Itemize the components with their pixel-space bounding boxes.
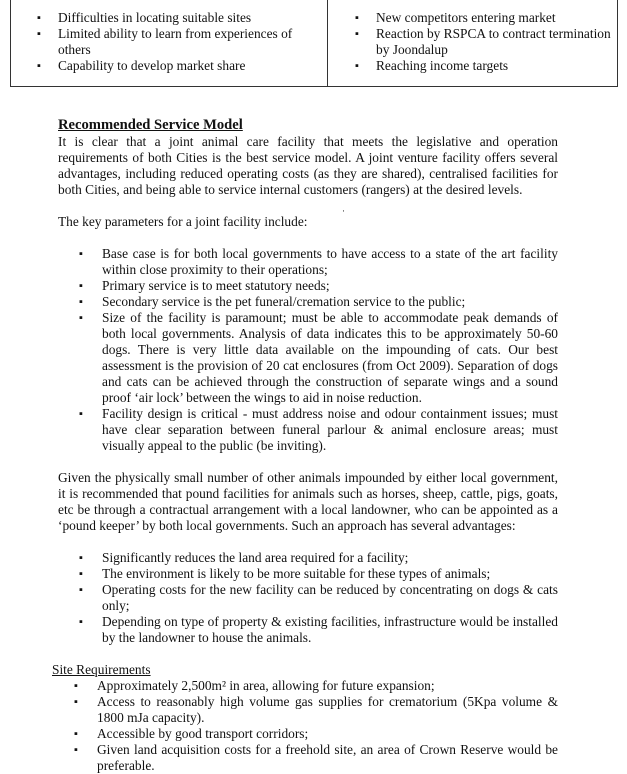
table-list-item <box>328 26 617 58</box>
risk-table-right-column <box>328 0 617 86</box>
bullet-icon: ▪ <box>355 12 359 24</box>
bullet-icon: ▪ <box>74 680 78 692</box>
list-item-text: The environment is likely to be more suitable for these types of animals; <box>102 566 491 581</box>
list-item-text: Depending on type of property & existing facilities, infrastructure would be installed by the landowner to house the animals. <box>102 614 558 645</box>
bullet-icon: ▪ <box>79 296 83 308</box>
document-body <box>52 117 558 774</box>
bullet-icon: ▪ <box>37 28 41 40</box>
bullet-icon: ▪ <box>79 552 83 564</box>
intro-paragraph: It is clear that a joint animal care facility that meets the legislative and operation requirements of both Cities is the best service model. A joint venture facility offers several advantages, including reduced operating costs (as they are shared), centralised facilities for both Cities, and being able to service internal customers (rangers) at the desired levels. <box>58 134 558 197</box>
table-item-text: New competitors entering market <box>376 10 556 25</box>
list-item-text: Secondary service is the pet funeral/cremation service to the public; <box>102 294 466 309</box>
bullet-icon: ▪ <box>74 744 78 756</box>
list-item-text: Size of the facility is paramount; must be able to accommodate peak demands of both local governments. Analysis of data indicates this to be approximately 50-60 dogs. There is very little data available on the impounding of cats. Our best assessment is the provision of 20 cat enclosures (from Oct 2009). Separation of dogs and cats can be achieved through the construction of separate wings and a sound proof ‘air lock’ between the wings to aid in noise reduction. <box>102 310 558 405</box>
table-list-item <box>328 10 617 26</box>
bullet-icon: ▪ <box>79 408 83 420</box>
advantages-list <box>58 550 558 646</box>
list-item <box>58 726 558 742</box>
table-item-text: Difficulties in locating suitable sites <box>58 10 252 25</box>
section-heading: Recommended Service Model <box>58 117 243 133</box>
bullet-icon: ▪ <box>74 696 78 708</box>
scan-speck: · <box>342 206 345 216</box>
bullet-icon: ▪ <box>74 728 78 740</box>
list-item <box>58 310 558 406</box>
table-item-text: Limited ability to learn from experiences of others <box>58 26 293 57</box>
list-item-text: Primary service is to meet statutory needs; <box>102 278 330 293</box>
bullet-icon: ▪ <box>79 312 83 324</box>
list-item <box>58 278 558 294</box>
list-item-text: Facility design is critical - must address noise and odour containment issues; must have clear separation between funeral parlour & animal enclosure areas; must visually appeal to the public (be inviting). <box>102 406 558 453</box>
table-list-item <box>328 58 617 74</box>
site-requirements-heading: Site Requirements <box>52 662 151 677</box>
bullet-icon: ▪ <box>355 28 359 40</box>
table-list-item <box>11 10 327 26</box>
list-item-text: Operating costs for the new facility can be reduced by concentrating on dogs & cats only; <box>102 582 558 613</box>
list-item <box>58 566 558 582</box>
risk-table <box>10 0 618 87</box>
list-item-text: Access to reasonably high volume gas supplies for crematorium (5Kpa volume & 1800 mJa capacity). <box>97 694 558 725</box>
bullet-icon: ▪ <box>79 584 83 596</box>
list-item <box>58 294 558 310</box>
list-item-text: Accessible by good transport corridors; <box>97 726 309 741</box>
table-list-item <box>11 26 327 58</box>
key-parameters-list <box>58 246 558 454</box>
table-item-text: Reaching income targets <box>376 58 509 73</box>
list-item <box>58 614 558 646</box>
list-item <box>58 406 558 454</box>
bullet-icon: ▪ <box>79 616 83 628</box>
bullet-icon: ▪ <box>79 280 83 292</box>
list-item <box>58 246 558 278</box>
list-item <box>58 742 558 774</box>
list-item <box>58 550 558 566</box>
bullet-icon: ▪ <box>79 568 83 580</box>
other-animals-paragraph: Given the physically small number of other animals impounded by either local government, it is recommended that pound facilities for animals such as horses, sheep, cattle, pigs, goats, etc be through a contractual arrangement with a local landowner, who can be appointed as a ‘pound keeper’ by both local governments. Such an approach has several advantages: <box>58 470 558 533</box>
table-list-item <box>11 58 327 74</box>
site-requirements-list <box>58 678 558 774</box>
bullet-icon: ▪ <box>37 12 41 24</box>
table-item-text: Reaction by RSPCA to contract termination by Joondalup <box>376 26 611 57</box>
list-item-text: Significantly reduces the land area required for a facility; <box>102 550 409 565</box>
bullet-icon: ▪ <box>79 248 83 260</box>
key-parameters-intro: The key parameters for a joint facility include: <box>58 214 308 229</box>
list-item <box>58 678 558 694</box>
bullet-icon: ▪ <box>355 60 359 72</box>
list-item-text: Base case is for both local governments to have access to a state of the art facility within close proximity to their operations; <box>102 246 558 277</box>
table-item-text: Capability to develop market share <box>58 58 246 73</box>
risk-table-left-column <box>11 0 328 86</box>
list-item-text: Approximately 2,500m² in area, allowing for future expansion; <box>97 678 435 693</box>
bullet-icon: ▪ <box>37 60 41 72</box>
list-item <box>58 582 558 614</box>
list-item-text: Given land acquisition costs for a freehold site, an area of Crown Reserve would be preferable. <box>97 742 558 773</box>
list-item <box>58 694 558 726</box>
